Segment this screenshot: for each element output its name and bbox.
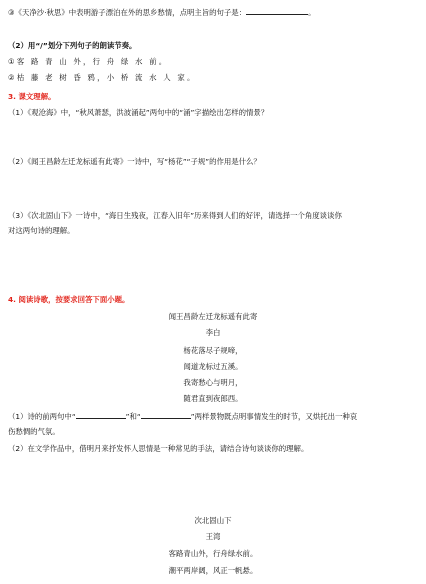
answer-blank[interactable] xyxy=(141,411,191,419)
poem-1-line: 随君直到夜郎西。 xyxy=(183,394,243,403)
rhythm-sentence-1: ①客 路 青 山 外，行 舟 绿 水 前。 xyxy=(8,57,169,66)
answer-blank[interactable] xyxy=(246,7,308,15)
section-4-question-2: （2）在文学作品中，借明月来抒发怀人思情是一种常见的手法，请结合诗句谈谈你的理解。 xyxy=(8,444,309,453)
question-1-mid: ”和“ xyxy=(125,412,141,421)
poem-1-author: 李白 xyxy=(205,328,221,337)
poem-1-title: 闻王昌龄左迁龙标遥有此寄 xyxy=(168,312,258,321)
section-4-title: 4. 阅读诗歌，按要求回答下面小题。 xyxy=(8,295,130,304)
section-3-question-3-line-1: （3）《次北固山下》一诗中，“海日生残夜，江春入旧年”历来得到人们的好评，请选择一个角度谈谈你 xyxy=(8,211,342,220)
poem-1-line: 闻道龙标过五溪。 xyxy=(183,362,243,371)
poem-2-title: 次北固山下 xyxy=(194,516,232,525)
poem-2-line: 潮平两岸阔，风正一帆悬。 xyxy=(168,566,258,575)
section-4-question-1-line-1 xyxy=(8,411,357,421)
poem-2-author: 王湾 xyxy=(205,532,221,541)
question-3-line xyxy=(8,7,316,17)
section-3-question-2: （2）《闻王昌龄左迁龙标遥有此寄》一诗中，写“杨花”“子规”的作用是什么？ xyxy=(8,157,261,166)
rhythm-sentence-2: ②枯 藤 老 树 昏 鸦，小 桥 流 水 人 家。 xyxy=(8,73,197,82)
poem-2-line: 客路青山外，行舟绿水前。 xyxy=(168,549,258,558)
question-3-text: ③《天净沙·秋思》中表明游子漂泊在外的思乡愁情，点明主旨的句子是： xyxy=(8,8,247,17)
answer-blank[interactable] xyxy=(76,411,126,419)
poem-1-line: 我寄愁心与明月， xyxy=(183,378,243,387)
section-3-question-1: （1）《观沧海》中，“秋风萧瑟，洪波涌起”两句中的“涌”字描绘出怎样的情景？ xyxy=(8,108,269,117)
question-3-tail: 。 xyxy=(308,8,316,17)
part-2-title: （2）用“/”划分下列句子的朗读节奏。 xyxy=(8,41,137,50)
section-3-title: 3. 课文理解。 xyxy=(8,92,56,101)
section-4-question-1-line-2: 伤愁惆的气氛。 xyxy=(8,427,60,436)
question-1-post: ”两样景物既点明事情发生的时节，又烘托出一种哀 xyxy=(190,412,358,421)
question-1-pre: （1）诗的前两句中“ xyxy=(8,412,76,421)
poem-1-line: 杨花落尽子规啼， xyxy=(183,346,243,355)
section-3-question-3-line-2: 对这两句诗的理解。 xyxy=(8,226,75,235)
